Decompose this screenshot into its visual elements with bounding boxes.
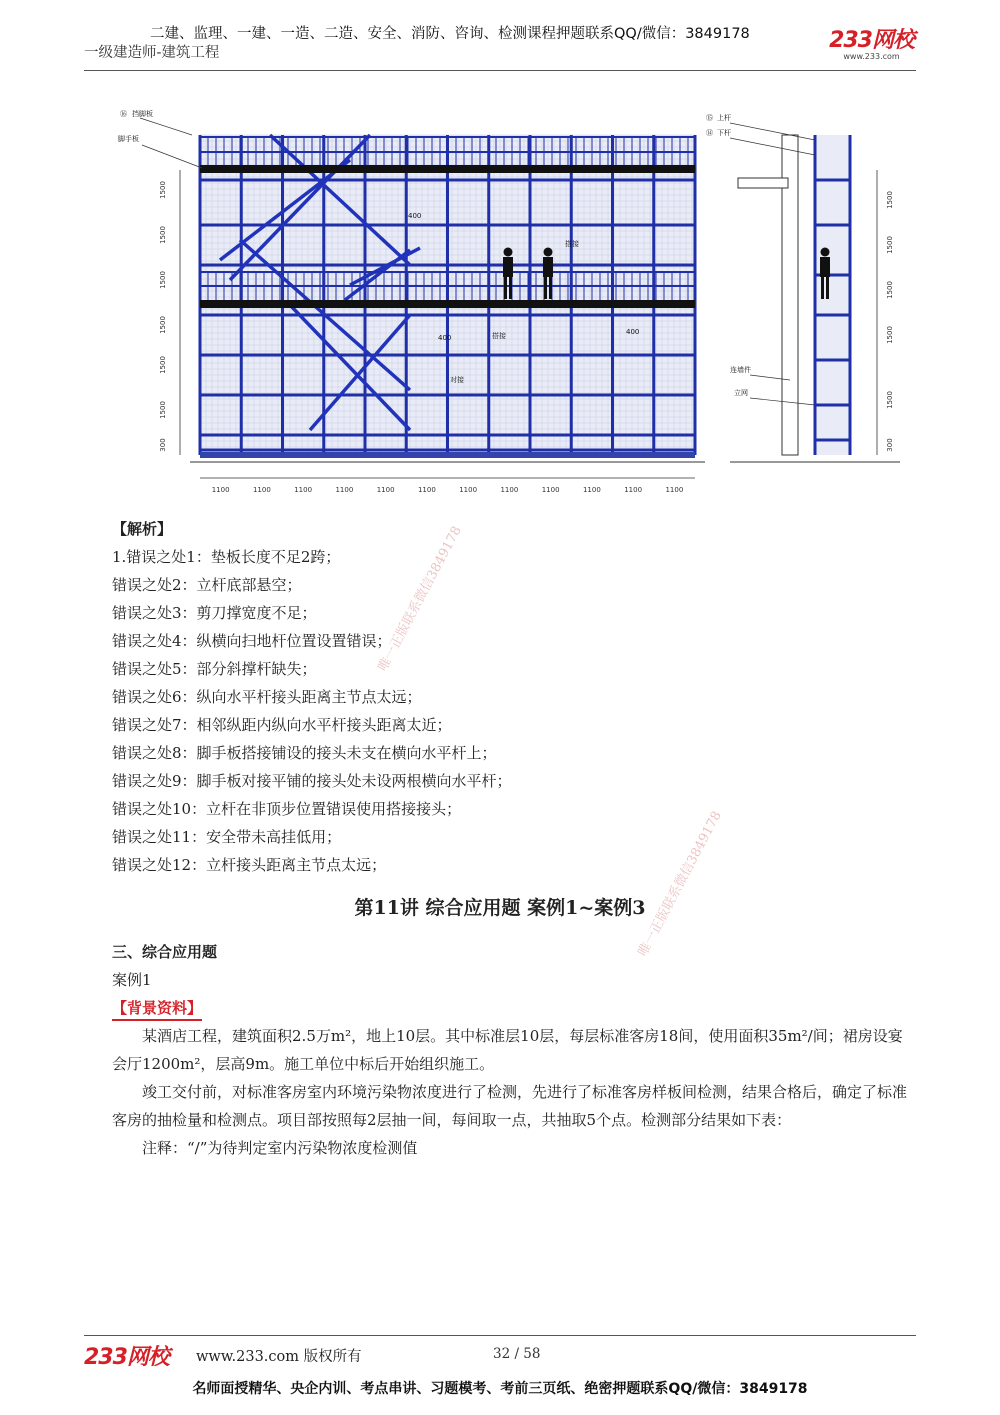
background-label: 【背景资料】 (112, 997, 202, 1021)
analysis-item: 错误之处4：纵横向扫地杆位置设置错误； (112, 632, 392, 650)
analysis-item: 错误之处3：剪刀撑宽度不足； (112, 604, 317, 622)
lap-joint-label-2: 搭接 (492, 332, 506, 340)
dim-label-vertical: 1500 (886, 281, 894, 299)
dim-label-horizontal: 1100 (541, 486, 560, 494)
dim-label-horizontal: 1100 (665, 486, 684, 494)
header-logo-url: www.233.com (843, 52, 900, 61)
dim-label-horizontal: 1100 (335, 486, 354, 494)
scaffold-board-label: 脚手板 (118, 135, 139, 143)
dim-label-vertical: 1500 (159, 316, 167, 334)
dim-label-vertical: 300 (886, 438, 894, 452)
dim-label-vertical: 1500 (886, 191, 894, 209)
case-paragraph (112, 1078, 916, 1134)
dim-label-horizontal: 1100 (294, 486, 313, 494)
dim-400-b: 400 (626, 328, 640, 336)
header-promo: 二建、监理、一建、一造、二造、安全、消防、咨询、检测课程押题联系QQ/微信：3849178 (150, 26, 750, 42)
dim-label-vertical: 1500 (159, 271, 167, 289)
upper-rail-label: 上杆 (717, 114, 731, 122)
dim-400-c: 400 (408, 212, 422, 220)
dim-label-horizontal: 1100 (582, 486, 601, 494)
dim-label-horizontal: 1100 (376, 486, 395, 494)
analysis-heading: 【解析】 (112, 520, 173, 538)
footer-url: www.233.com 版权所有 (196, 1349, 362, 1365)
header-subtitle: 一级建造师-建筑工程 (84, 45, 220, 61)
analysis-item: 错误之处12：立杆接头距离主节点太远； (112, 856, 387, 874)
analysis-item: 错误之处9：脚手板对接平铺的接头处未设两根横向水平杆； (112, 772, 512, 790)
upper-rail-num: ⑮ (706, 114, 713, 122)
wall-tie-label: 连墙件 (730, 366, 751, 374)
top-platform (200, 165, 695, 173)
dim-label-vertical: 1500 (886, 391, 894, 409)
lecture-title: 第11讲 综合应用题 案例1~案例3 (354, 897, 646, 919)
analysis-item: 错误之处5：部分斜撑杆缺失； (112, 660, 317, 678)
lower-rail-num: ⑭ (706, 129, 713, 137)
case-paragraph-2: 竣工交付前，对标准客房室内环境污染物浓度进行了检测，先进行了标准客房样板间检测，结果合格后，确定了标准客房的抽检量和检测点。项目部按照每2层抽一间，每间取一点，共抽取5个点。检测部分结果如下表： (112, 1083, 908, 1129)
footer-rule (84, 1335, 916, 1336)
case-section (112, 938, 916, 1162)
watermark: 唯一正版联系微信3849178 (635, 808, 725, 959)
analysis-item: 错误之处2：立杆底部悬空； (112, 576, 302, 594)
dim-label-horizontal: 1100 (417, 486, 436, 494)
header-logo (829, 30, 914, 61)
case-paragraph-1: 某酒店工程，建筑面积2.5万m²，地上10层。其中标准层10层，每层标准客房18间，使用面积35m²/间；裙房设宴会厅1200m²，层高9m。施工单位中标后开始组织施工。 (112, 1027, 903, 1073)
lap-joint-label-1: 搭接 (565, 240, 579, 248)
toe-board-label: 挡脚板 (132, 110, 153, 118)
header-rule (84, 70, 916, 71)
analysis-item: 错误之处10：立杆在非顶步位置错误使用搭接接头； (112, 800, 462, 818)
mid-platform (200, 300, 695, 308)
analysis-item: 错误之处11：安全带未高挂低用； (112, 828, 342, 846)
dim-label-vertical: 300 (159, 438, 167, 452)
analysis-item: 错误之处8：脚手板搭接铺设的接头未支在横向水平杆上； (112, 744, 497, 762)
dim-label-horizontal: 1100 (252, 486, 271, 494)
dim-label-vertical: 1500 (886, 326, 894, 344)
scaffold-diagram (110, 100, 910, 505)
case-name: 案例1 (112, 971, 152, 989)
mesh-label: 立网 (734, 389, 748, 397)
dim-label-vertical: 1500 (159, 226, 167, 244)
dim-400-a: 400 (438, 334, 452, 342)
analysis-section (112, 515, 512, 879)
analysis-item: 1.错误之处1：垫板长度不足2跨； (112, 548, 341, 566)
case-paragraph (112, 1022, 916, 1078)
watermark: 唯一正版联系微信3849178 (375, 523, 465, 674)
butt-joint-label: 对接 (450, 376, 464, 384)
page-number: 32 / 58 (493, 1346, 541, 1362)
base-plank (200, 452, 695, 458)
section-heading: 三、综合应用题 (112, 943, 218, 961)
dim-label-horizontal: 1100 (500, 486, 519, 494)
dim-label-vertical: 1500 (886, 236, 894, 254)
footer-promo: 名师面授精华、央企内训、考点串讲、习题模考、考前三页纸、绝密押题联系QQ/微信：3849178 (192, 1381, 808, 1397)
dim-label-vertical: 1500 (159, 356, 167, 374)
header-logo-text: 233网校 (829, 28, 914, 53)
lower-rail-label: 下杆 (717, 129, 731, 137)
dim-label-vertical: 1500 (159, 181, 167, 199)
dim-label-vertical: 1500 (159, 401, 167, 419)
analysis-item: 错误之处6：纵向水平杆接头距离主节点太远； (112, 688, 422, 706)
footer-logo: 233网校 (84, 1345, 169, 1370)
dim-label-horizontal: 1100 (211, 486, 230, 494)
toe-board-num: ⑯ (120, 110, 127, 118)
dim-label-horizontal: 1100 (459, 486, 478, 494)
analysis-item: 错误之处7：相邻纵距内纵向水平杆接头距离太近； (112, 716, 452, 734)
dim-label-horizontal: 1100 (624, 486, 643, 494)
case-note (112, 1134, 916, 1162)
case-note-text: 注释：“/”为待判定室内污染物浓度检测值 (142, 1139, 418, 1157)
